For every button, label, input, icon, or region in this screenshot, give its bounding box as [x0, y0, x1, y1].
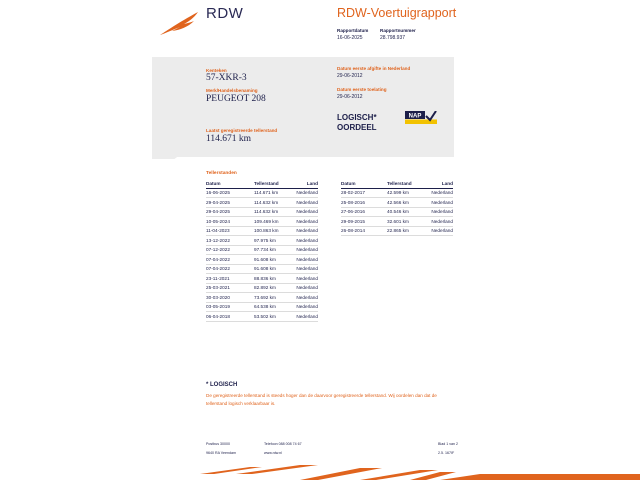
odometer-km: 42.566 km [387, 198, 427, 208]
odometer-land: Nederland [292, 274, 318, 284]
table-row [206, 217, 318, 227]
odometer-km: 100.863 km [254, 226, 292, 236]
odometer-land: Nederland [292, 245, 318, 255]
odometer-km: 97.975 km [254, 236, 292, 246]
odometer-land: Nederland [292, 255, 318, 265]
verdict [337, 113, 377, 133]
first-admission-nl-label: Datum eerste afgifte in Nederland [337, 66, 411, 71]
footer-page-info [438, 440, 458, 458]
odometer-km: 114.632 km [254, 207, 292, 217]
odometer-table-left [206, 180, 318, 322]
vehicle-panel [152, 57, 454, 157]
footer-stripes-decoration [0, 460, 640, 480]
odometer-section-title: Tellerstanden [206, 171, 237, 176]
col-km-header: Tellerstand [387, 180, 427, 188]
odometer-km: 73.692 km [254, 293, 292, 303]
odometer-land: Nederland [427, 217, 453, 227]
odometer-table-right [341, 180, 453, 236]
odometer-land: Nederland [292, 312, 318, 322]
last-odometer-value: 114.671 km [206, 134, 252, 144]
table-row [341, 207, 453, 217]
make-value: PEUGEOT 208 [206, 94, 266, 104]
odometer-km: 114.632 km [254, 198, 292, 208]
table-row [206, 226, 318, 236]
odometer-land: Nederland [427, 188, 453, 198]
odometer-km: 109.469 km [254, 217, 292, 227]
footer-contact [264, 440, 302, 458]
odometer-km: 64.538 km [254, 302, 292, 312]
table-row [206, 302, 318, 312]
odometer-date: 27-06-2016 [341, 207, 387, 217]
panel-notch [152, 155, 180, 159]
odometer-land: Nederland [292, 207, 318, 217]
table-row [206, 264, 318, 274]
table-row [341, 188, 453, 198]
plate-value: 57-XKR-3 [206, 73, 247, 83]
nap-logo-icon [405, 111, 437, 124]
report-meta-values [337, 35, 405, 41]
rdw-feather-logo-icon [158, 10, 202, 36]
odometer-land: Nederland [292, 198, 318, 208]
odometer-km: 82.892 km [254, 283, 292, 293]
verdict-line-1: LOGISCH* [337, 113, 377, 122]
table-row [341, 217, 453, 227]
odometer-date: 25-08-2016 [341, 198, 387, 208]
odometer-date: 11-04-2023 [206, 226, 254, 236]
table-row [206, 293, 318, 303]
odometer-km: 114.671 km [254, 188, 292, 198]
report-date-label: Rapportdatum [337, 28, 369, 33]
col-date-header: Datum [206, 180, 254, 188]
table-row [206, 245, 318, 255]
make-label: Merk/Handelsbenaming [206, 88, 258, 93]
brand-name: RDW [206, 5, 244, 22]
odometer-land: Nederland [427, 207, 453, 217]
odometer-date: 06-04-2018 [206, 312, 254, 322]
col-date-header: Datum [341, 180, 387, 188]
odometer-km: 91.608 km [254, 255, 292, 265]
odometer-date: 16-06-2025 [206, 188, 254, 198]
table-row [341, 198, 453, 208]
table-row [206, 312, 318, 322]
footer-page-number: Blad 1 van 2 [438, 442, 458, 446]
report-meta-labels [337, 28, 416, 33]
odometer-date: 07-04-2022 [206, 255, 254, 265]
odometer-date: 10-05-2024 [206, 217, 254, 227]
table-row [206, 255, 318, 265]
table-row [206, 236, 318, 246]
odometer-km: 88.836 km [254, 274, 292, 284]
odometer-km: 40.546 km [387, 207, 427, 217]
odometer-date: 07-04-2022 [206, 264, 254, 274]
footnote-title: * LOGISCH [206, 382, 238, 388]
odometer-km: 91.608 km [254, 264, 292, 274]
odometer-date: 03-05-2019 [206, 302, 254, 312]
odometer-land: Nederland [292, 217, 318, 227]
odometer-date: 29-04-2025 [206, 207, 254, 217]
first-admission-value: 29-06-2012 [337, 94, 363, 100]
footnote-text: De geregistreerde tellerstand is steeds hoger dan de daarvoor geregistreerde tellerstand. Wij oordelen dan dat de tellerstand logisch verklaarbaar is. [206, 393, 437, 406]
footer-address-line-2: 9640 RA Veendam [206, 451, 236, 455]
table-row [341, 226, 453, 236]
verdict-line-2: OORDEEL [337, 123, 377, 132]
odometer-date: 29-09-2015 [341, 217, 387, 227]
odometer-date: 28-02-2017 [341, 188, 387, 198]
plate-label: Kenteken [206, 68, 227, 73]
odometer-km: 53.502 km [254, 312, 292, 322]
report-title: RDW-Voertuigrapport [337, 6, 457, 20]
table-row [206, 188, 318, 198]
table-row [206, 274, 318, 284]
col-land-header: Land [427, 180, 453, 188]
footer-address-line-1: Postbus 30000 [206, 442, 230, 446]
odometer-km: 42.599 km [387, 188, 427, 198]
odometer-land: Nederland [292, 188, 318, 198]
first-admission-label: Datum eerste toelating [337, 87, 387, 92]
col-km-header: Tellerstand [254, 180, 292, 188]
table-row [206, 283, 318, 293]
last-odometer-label: Laatst geregistreerde tellerstand [206, 128, 278, 133]
odometer-land: Nederland [292, 236, 318, 246]
odometer-date: 30-03-2020 [206, 293, 254, 303]
report-date: 16-06-2025 [337, 35, 363, 41]
nap-badge-text: NAP [408, 113, 422, 120]
table-row [206, 207, 318, 217]
odometer-km: 97.734 km [254, 245, 292, 255]
table-row [206, 198, 318, 208]
odometer-date: 26-08-2014 [341, 226, 387, 236]
footer-website[interactable]: www.rdw.nl [264, 451, 282, 455]
table-header-row [206, 180, 318, 188]
odometer-km: 32.601 km [387, 217, 427, 227]
odometer-land: Nederland [292, 302, 318, 312]
odometer-date: 25-03-2021 [206, 283, 254, 293]
odometer-land: Nederland [292, 293, 318, 303]
odometer-land: Nederland [427, 198, 453, 208]
odometer-land: Nederland [427, 226, 453, 236]
col-land-header: Land [292, 180, 318, 188]
odometer-date: 07-12-2022 [206, 245, 254, 255]
odometer-date: 23-11-2021 [206, 274, 254, 284]
odometer-land: Nederland [292, 264, 318, 274]
odometer-date: 29-04-2025 [206, 198, 254, 208]
report-number-label: Rapportnummer [380, 28, 416, 33]
table-header-row [341, 180, 453, 188]
odometer-land: Nederland [292, 283, 318, 293]
footer-code: 2.5. 167IF [438, 451, 455, 455]
footer-phone: Telefoon 088 008 74 67 [264, 442, 302, 446]
footer-address [206, 440, 236, 458]
report-number: 28.798.937 [380, 35, 406, 41]
odometer-km: 22.865 km [387, 226, 427, 236]
odometer-date: 13-12-2022 [206, 236, 254, 246]
odometer-land: Nederland [292, 226, 318, 236]
first-admission-nl-value: 29-06-2012 [337, 73, 363, 79]
